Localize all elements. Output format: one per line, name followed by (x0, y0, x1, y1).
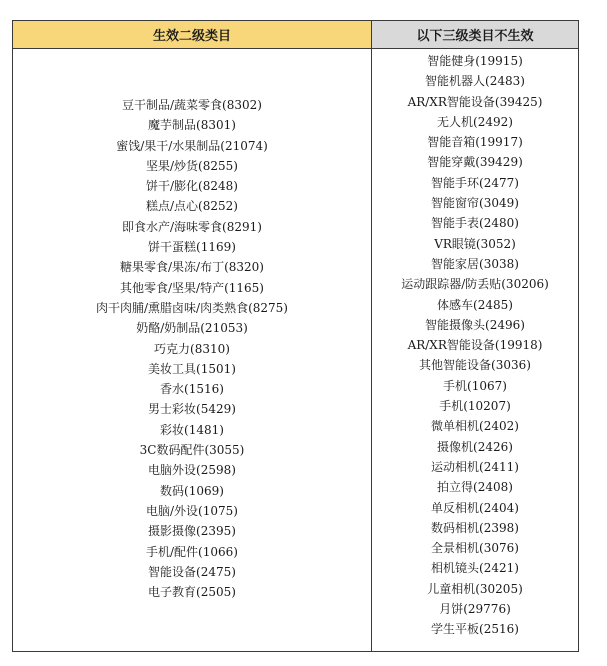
header-left-label: 生效二级类目 (152, 29, 231, 44)
list-item: 单反相机(2404) (431, 500, 519, 515)
header-right-label: 以下三级类目不生效 (416, 29, 534, 44)
list-item: 智能机器人(2483) (425, 74, 525, 89)
list-item: 3C数码配件(3055) (139, 443, 245, 458)
list-item: 其他智能设备(3036) (419, 358, 531, 373)
list-item: 智能手表(2480) (431, 216, 519, 231)
list-item: VR眼镜(3052) (434, 236, 516, 251)
list-item: 摄影摄像(2395) (148, 524, 236, 539)
list-item: 肉干肉脯/熏腊卤味/肉类熟食(8275) (96, 300, 288, 315)
list-item: 体感车(2485) (437, 297, 513, 312)
ineffective-level3-list (372, 51, 578, 640)
list-item: 数码(1069) (160, 483, 224, 498)
header-ineffective-level3 (372, 21, 578, 49)
list-item: 饼干蛋糕(1169) (148, 240, 236, 255)
list-item: 智能设备(2475) (148, 564, 236, 579)
header-effective-level2 (13, 21, 372, 49)
list-item: 微单相机(2402) (431, 419, 519, 434)
category-table (12, 20, 579, 652)
list-item: 美妆工具(1501) (148, 361, 236, 376)
list-item: 手机/配件(1066) (146, 544, 238, 559)
list-item: 智能手环(2477) (431, 175, 519, 190)
list-item: 香水(1516) (160, 382, 224, 397)
list-item: 月饼(29776) (439, 602, 511, 617)
list-item: 魔芋制品(8301) (148, 118, 236, 133)
list-item: 全景相机(3076) (431, 541, 519, 556)
effective-level2-list (13, 95, 371, 602)
list-item: 巧克力(8310) (154, 341, 230, 356)
list-item: 电子教育(2505) (148, 585, 236, 600)
list-item: 蜜饯/果干/水果制品(21074) (116, 138, 268, 153)
list-item: 智能音箱(19917) (427, 135, 523, 150)
list-item: 儿童相机(30205) (427, 581, 523, 596)
list-item: 豆干制品/蔬菜零食(8302) (122, 98, 262, 112)
list-item: 电脑/外设(1075) (146, 503, 238, 518)
list-item: 无人机(2492) (437, 114, 513, 129)
list-item: 运动相机(2411) (431, 459, 519, 474)
list-item: 糕点/点心(8252) (146, 199, 238, 214)
list-item: 糖果零食/果冻/布丁(8320) (120, 260, 264, 275)
list-item: 智能摄像头(2496) (425, 317, 525, 332)
list-item: 手机(10207) (439, 399, 511, 414)
list-item: 数码相机(2398) (431, 520, 519, 535)
list-item: 拍立得(2408) (437, 480, 513, 495)
list-item: 智能家居(3038) (431, 256, 519, 271)
list-item: 坚果/炒货(8255) (146, 158, 238, 173)
list-item: 手机(1067) (443, 378, 507, 393)
list-item: AR/XR智能设备(39425) (407, 94, 543, 109)
list-item: AR/XR智能设备(19918) (407, 338, 543, 353)
list-item: 智能健身(19915) (427, 54, 523, 68)
list-item: 其他零食/坚果/特产(1165) (120, 280, 264, 295)
list-item: 电脑外设(2598) (148, 463, 236, 478)
list-item: 智能穿戴(39429) (427, 155, 523, 170)
list-item: 彩妆(1481) (160, 422, 224, 437)
list-item: 男士彩妆(5429) (148, 402, 236, 417)
list-item: 相机镜头(2421) (431, 561, 519, 576)
list-item: 奶酪/奶制品(21053) (136, 321, 248, 336)
list-item: 饼干/膨化(8248) (146, 179, 238, 194)
list-item: 运动跟踪器/防丢贴(30206) (401, 277, 549, 292)
list-item: 即食水产/海味零食(8291) (122, 219, 262, 234)
list-item: 智能窗帘(3049) (431, 196, 519, 211)
list-item: 摄像机(2426) (437, 439, 513, 454)
list-item: 学生平板(2516) (431, 622, 519, 637)
